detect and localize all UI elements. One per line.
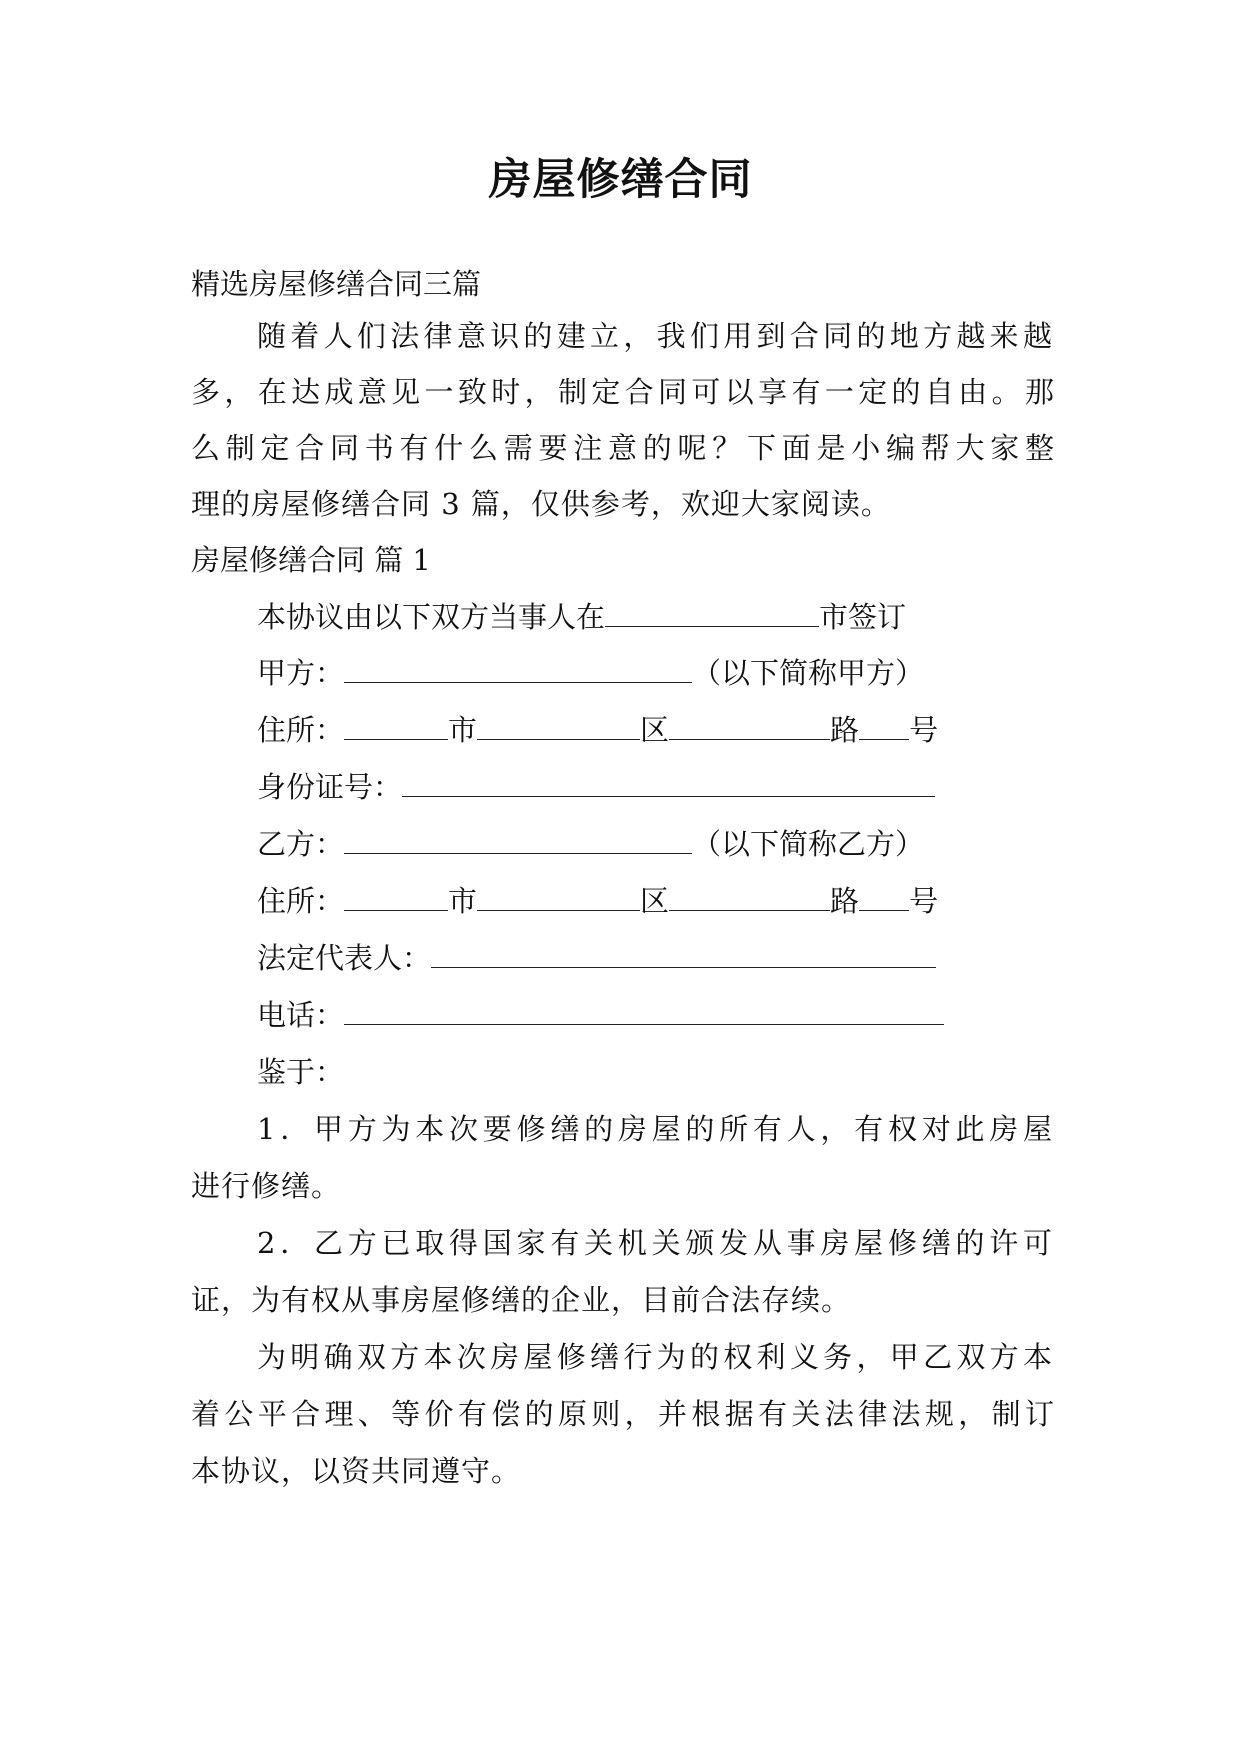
legal-rep-line: [257, 936, 936, 980]
intro-heading: 精选房屋修缮合同三篇: [191, 267, 482, 301]
whereas-label: 鉴于：: [257, 1055, 345, 1089]
intro-line-1: 随着人们法律意识的建立，我们用到合同的地方越来越: [257, 319, 1053, 353]
number-label-b: 号: [909, 884, 939, 918]
party-b-district-field[interactable]: [477, 882, 640, 911]
clause-2-line-2: 证，为有权从事房屋修缮的企业，目前合法存续。: [191, 1283, 852, 1317]
party-a-district-field[interactable]: [477, 711, 640, 740]
intro-line-2: 多，在达成意见一致时，制定合同可以享有一定的自由。那: [191, 375, 1055, 409]
road-label-a: 路: [830, 713, 860, 747]
phone-field[interactable]: [344, 996, 944, 1025]
sign-city-suffix: 市签订: [819, 600, 907, 634]
district-label-a: 区: [640, 713, 670, 747]
document-title: 房屋修缮合同: [488, 155, 753, 205]
party-b-number-field[interactable]: [859, 882, 909, 911]
id-number-line: [257, 765, 935, 809]
sign-city-field[interactable]: [605, 598, 819, 627]
party-a-suffix: （以下简称甲方）: [692, 656, 925, 690]
id-label: 身份证号：: [257, 770, 403, 804]
party-a-number-field[interactable]: [859, 711, 909, 740]
sign-city-prefix: 本协议由以下双方当事人在: [257, 600, 606, 634]
party-a-label: 甲方：: [257, 656, 345, 690]
party-b-city-field[interactable]: [344, 882, 448, 911]
intro-line-3: 么制定合同书有什么需要注意的呢？下面是小编帮大家整: [191, 431, 1055, 465]
sign-location-line: [257, 595, 906, 639]
party-a-road-field[interactable]: [669, 711, 830, 740]
legal-rep-field[interactable]: [431, 939, 936, 968]
city-label-a: 市: [448, 713, 478, 747]
city-label-b: 市: [448, 884, 478, 918]
party-a-city-field[interactable]: [344, 711, 448, 740]
id-number-field[interactable]: [402, 768, 935, 797]
party-b-line: [257, 822, 924, 866]
party-b-road-field[interactable]: [669, 882, 830, 911]
legal-rep-label: 法定代表人：: [257, 941, 432, 975]
clause-3-line-2: 着公平合理、等价有偿的原则，并根据有关法律法规，制订: [191, 1397, 1055, 1431]
party-b-suffix: （以下简称乙方）: [692, 827, 925, 861]
clause-1-line-1: 1．甲方为本次要修缮的房屋的所有人，有权对此房屋: [257, 1112, 1053, 1146]
number-label-a: 号: [909, 713, 939, 747]
party-b-label: 乙方：: [257, 827, 345, 861]
party-b-address-line: [257, 879, 938, 923]
clause-3-line-3: 本协议，以资共同遵守。: [191, 1454, 522, 1488]
section-heading: 房屋修缮合同 篇 1: [191, 543, 431, 577]
address-label-b: 住所：: [257, 884, 345, 918]
party-a-line: [257, 651, 924, 695]
party-b-field[interactable]: [344, 825, 692, 854]
clause-1-line-2: 进行修缮。: [191, 1169, 342, 1203]
clause-2-line-1: 2．乙方已取得国家有关机关颁发从事房屋修缮的许可: [257, 1226, 1053, 1260]
phone-label: 电话：: [257, 998, 345, 1032]
road-label-b: 路: [830, 884, 860, 918]
party-a-address-line: [257, 708, 938, 752]
district-label-b: 区: [640, 884, 670, 918]
address-label-a: 住所：: [257, 713, 345, 747]
phone-line: [257, 993, 944, 1037]
clause-3-line-1: 为明确双方本次房屋修缮行为的权利义务，甲乙双方本: [257, 1340, 1053, 1374]
party-a-field[interactable]: [344, 654, 692, 683]
intro-line-4: 理的房屋修缮合同 3 篇，仅供参考，欢迎大家阅读。: [191, 487, 891, 521]
